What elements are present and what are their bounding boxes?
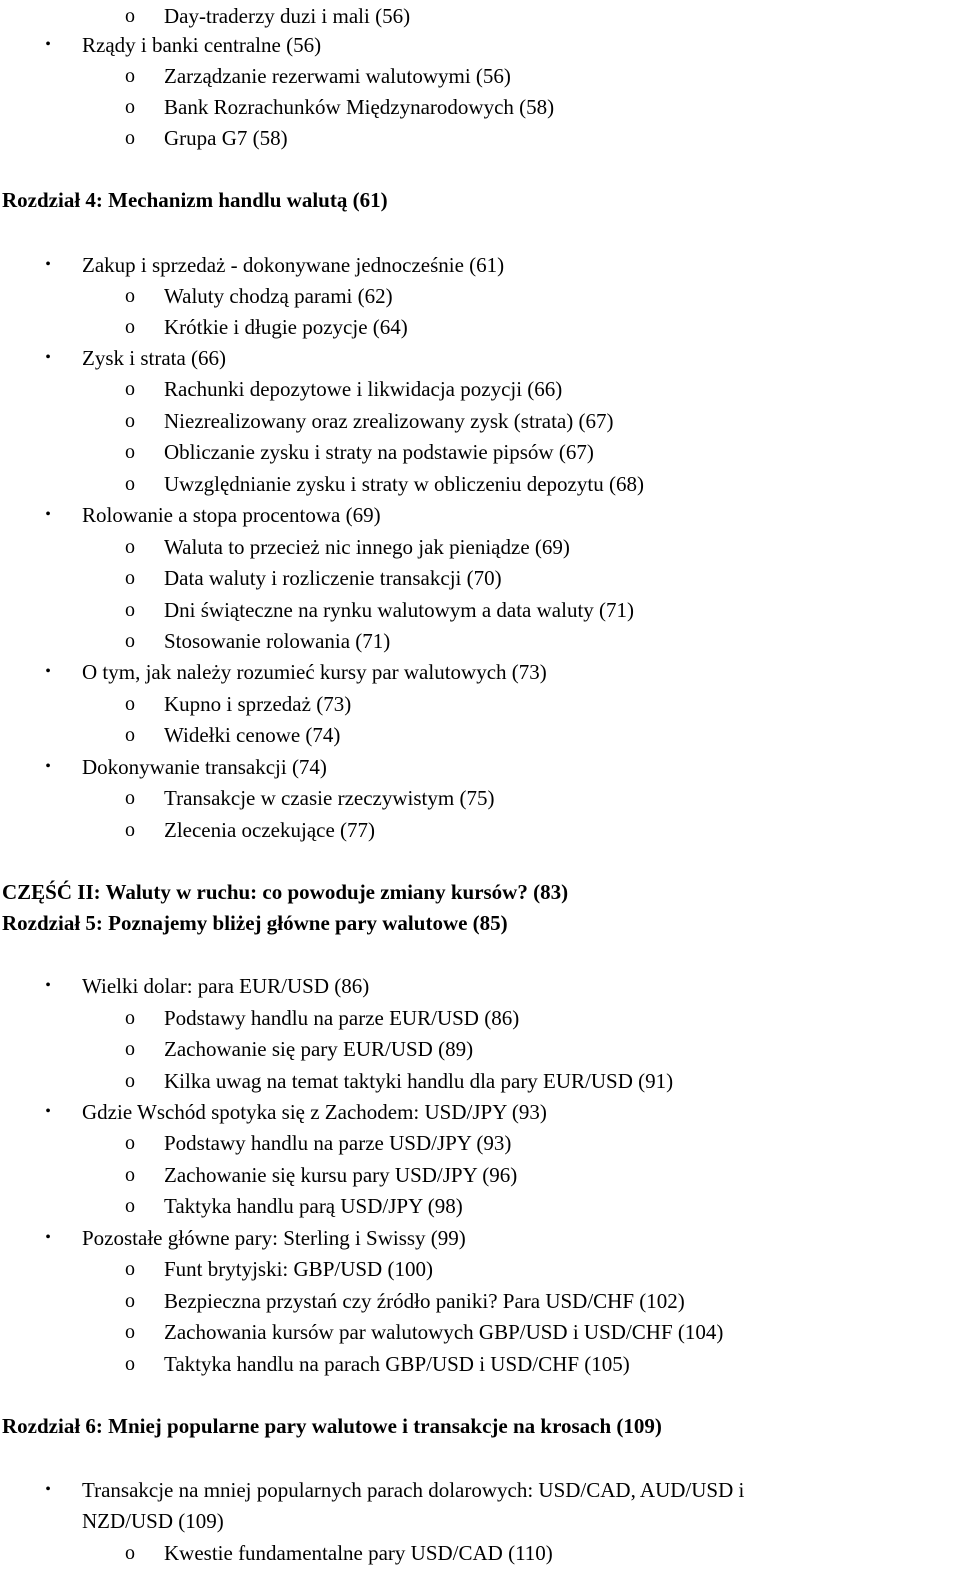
circle-bullet-icon: o: [125, 1070, 135, 1092]
sub-list-item: [0, 373, 960, 405]
circle-bullet-icon: o: [125, 473, 135, 495]
circle-bullet-icon: o: [125, 1290, 135, 1312]
list-item: [0, 29, 960, 61]
sub-list-item: [0, 594, 960, 626]
sub-list-item: [0, 782, 960, 814]
circle-bullet-icon: o: [125, 1353, 135, 1375]
section-heading: Rozdział 6: Mniej popularne pary walutowe i transakcje na krosach (109): [2, 1414, 662, 1438]
list-item: [0, 1096, 960, 1128]
sub-list-item-text: Uwzględnianie zysku i straty w obliczeniu depozytu (68): [164, 472, 644, 496]
sub-list-item-text: Funt brytyjski: GBP/USD (100): [164, 1257, 433, 1281]
circle-bullet-icon: o: [125, 630, 135, 652]
bullet-icon: •: [45, 256, 51, 273]
sub-list-item: [0, 1253, 960, 1285]
circle-bullet-icon: o: [125, 65, 135, 87]
sub-list-item: [0, 280, 960, 312]
circle-bullet-icon: o: [125, 5, 135, 27]
circle-bullet-icon: o: [125, 378, 135, 400]
sub-list-item-text: Waluta to przecież nic innego jak pieniądze (69): [164, 535, 570, 559]
bullet-icon: •: [45, 758, 51, 775]
sub-list-item-text: Kilka uwag na temat taktyki handlu dla pary EUR/USD (91): [164, 1069, 674, 1093]
list-item: [0, 342, 960, 374]
bullet-icon: •: [45, 349, 51, 366]
sub-list-item-text: Zarządzanie rezerwami walutowymi (56): [164, 64, 511, 88]
sub-list-item: [0, 814, 960, 846]
sub-list-item-text: Obliczanie zysku i straty na podstawie pipsów (67): [164, 440, 594, 464]
sub-list-item: [0, 1285, 960, 1317]
list-item: [0, 1222, 960, 1254]
sub-list-item: [0, 122, 960, 154]
sub-list-item-text: Kupno i sprzedaż (73): [164, 692, 352, 716]
circle-bullet-icon: o: [125, 1132, 135, 1154]
list-item-continuation: [0, 1505, 960, 1537]
sub-list-item: [0, 0, 960, 32]
sub-list-item-text: Grupa G7 (58): [164, 126, 288, 150]
circle-bullet-icon: o: [125, 819, 135, 841]
bullet-icon: •: [45, 1103, 51, 1120]
section-heading: CZĘŚĆ II: Waluty w ruchu: co powoduje zmiany kursów? (83): [2, 880, 569, 904]
bullet-icon: •: [45, 1481, 51, 1498]
sub-list-item-text: Dni świąteczne na rynku walutowym a data waluty (71): [164, 598, 635, 622]
list-item: [0, 751, 960, 783]
circle-bullet-icon: o: [125, 1321, 135, 1343]
circle-bullet-icon: o: [125, 441, 135, 463]
sub-list-item-text: Transakcje w czasie rzeczywistym (75): [164, 786, 495, 810]
list-item-text: Wielki dolar: para EUR/USD (86): [82, 974, 370, 998]
sub-list-item: [0, 1190, 960, 1222]
sub-list-item-text: Data waluty i rozliczenie transakcji (70): [164, 566, 502, 590]
sub-list-item-text: Zachowanie się kursu pary USD/JPY (96): [164, 1163, 518, 1187]
circle-bullet-icon: o: [125, 316, 135, 338]
sub-list-item: [0, 531, 960, 563]
bullet-icon: •: [45, 663, 51, 680]
sub-list-item: [0, 1002, 960, 1034]
sub-list-item: [0, 60, 960, 92]
sub-list-item: [0, 688, 960, 720]
list-item-text: Rządy i banki centralne (56): [82, 33, 322, 57]
circle-bullet-icon: o: [125, 410, 135, 432]
circle-bullet-icon: o: [125, 1038, 135, 1060]
circle-bullet-icon: o: [125, 724, 135, 746]
sub-list-item-text: Bank Rozrachunków Międzynarodowych (58): [164, 95, 555, 119]
circle-bullet-icon: o: [125, 285, 135, 307]
sub-list-item-text: Podstawy handlu na parze USD/JPY (93): [164, 1131, 512, 1155]
bullet-icon: •: [45, 1229, 51, 1246]
sub-list-item-text: Zlecenia oczekujące (77): [164, 818, 376, 842]
circle-bullet-icon: o: [125, 1258, 135, 1280]
sub-list-item-text: Rachunki depozytowe i likwidacja pozycji (66): [164, 377, 563, 401]
list-item-text: Zysk i strata (66): [82, 346, 227, 370]
sub-list-item: [0, 468, 960, 500]
sub-list-item: [0, 436, 960, 468]
circle-bullet-icon: o: [125, 1542, 135, 1564]
sub-list-item-text: Niezrealizowany oraz zrealizowany zysk (strata) (67): [164, 409, 614, 433]
sub-list-item: [0, 1159, 960, 1191]
sub-list-item-text: Widełki cenowe (74): [164, 723, 341, 747]
list-item-text: Gdzie Wschód spotyka się z Zachodem: USD/JPY (93): [82, 1100, 547, 1124]
bullet-icon: •: [45, 977, 51, 994]
list-item: [0, 1474, 960, 1506]
list-item-text: Zakup i sprzedaż - dokonywane jednocześnie (61): [82, 253, 505, 277]
list-item: [0, 970, 960, 1002]
sub-list-item-text: Stosowanie rolowania (71): [164, 629, 391, 653]
section-heading: Rozdział 5: Poznajemy bliżej główne pary walutowe (85): [2, 911, 508, 935]
sub-list-item: [0, 91, 960, 123]
circle-bullet-icon: o: [125, 1164, 135, 1186]
list-item-text: Pozostałe główne pary: Sterling i Swissy (99): [82, 1226, 466, 1250]
list-item-text: O tym, jak należy rozumieć kursy par walutowych (73): [82, 660, 547, 684]
circle-bullet-icon: o: [125, 693, 135, 715]
sub-list-item-text: Zachowania kursów par walutowych GBP/USD i USD/CHF (104): [164, 1320, 724, 1344]
sub-list-item: [0, 1316, 960, 1348]
sub-list-item-text: Podstawy handlu na parze EUR/USD (86): [164, 1006, 520, 1030]
sub-list-item-text: Bezpieczna przystań czy źródło paniki? Para USD/CHF (102): [164, 1289, 685, 1313]
sub-list-item-text: Zachowanie się pary EUR/USD (89): [164, 1037, 474, 1061]
circle-bullet-icon: o: [125, 127, 135, 149]
list-item: [0, 499, 960, 531]
sub-list-item-text: Krótkie i długie pozycje (64): [164, 315, 408, 339]
circle-bullet-icon: o: [125, 567, 135, 589]
list-item-text: NZD/USD (109): [82, 1509, 224, 1533]
circle-bullet-icon: o: [125, 787, 135, 809]
bullet-icon: •: [45, 36, 51, 53]
sub-list-item: [0, 1537, 960, 1569]
circle-bullet-icon: o: [125, 1007, 135, 1029]
section-heading: Rozdział 4: Mechanizm handlu walutą (61): [2, 188, 388, 212]
sub-list-item: [0, 311, 960, 343]
list-item-text: Rolowanie a stopa procentowa (69): [82, 503, 381, 527]
sub-list-item: [0, 1065, 960, 1097]
sub-list-item: [0, 625, 960, 657]
list-item: [0, 656, 960, 688]
sub-list-item-text: Waluty chodzą parami (62): [164, 284, 393, 308]
sub-list-item-text: Day-traderzy duzi i mali (56): [164, 4, 411, 28]
sub-list-item-text: Kwestie fundamentalne pary USD/CAD (110): [164, 1541, 553, 1565]
sub-list-item: [0, 1033, 960, 1065]
sub-list-item: [0, 1348, 960, 1380]
sub-list-item: [0, 1127, 960, 1159]
circle-bullet-icon: o: [125, 599, 135, 621]
sub-list-item: [0, 719, 960, 751]
list-item-text: Transakcje na mniej popularnych parach dolarowych: USD/CAD, AUD/USD i: [82, 1478, 745, 1502]
circle-bullet-icon: o: [125, 1195, 135, 1217]
bullet-icon: •: [45, 506, 51, 523]
circle-bullet-icon: o: [125, 536, 135, 558]
circle-bullet-icon: o: [125, 96, 135, 118]
list-item: [0, 249, 960, 281]
sub-list-item-text: Taktyka handlu na parach GBP/USD i USD/CHF (105): [164, 1352, 630, 1376]
sub-list-item: [0, 562, 960, 594]
sub-list-item: [0, 405, 960, 437]
sub-list-item-text: Taktyka handlu parą USD/JPY (98): [164, 1194, 463, 1218]
list-item-text: Dokonywanie transakcji (74): [82, 755, 327, 779]
